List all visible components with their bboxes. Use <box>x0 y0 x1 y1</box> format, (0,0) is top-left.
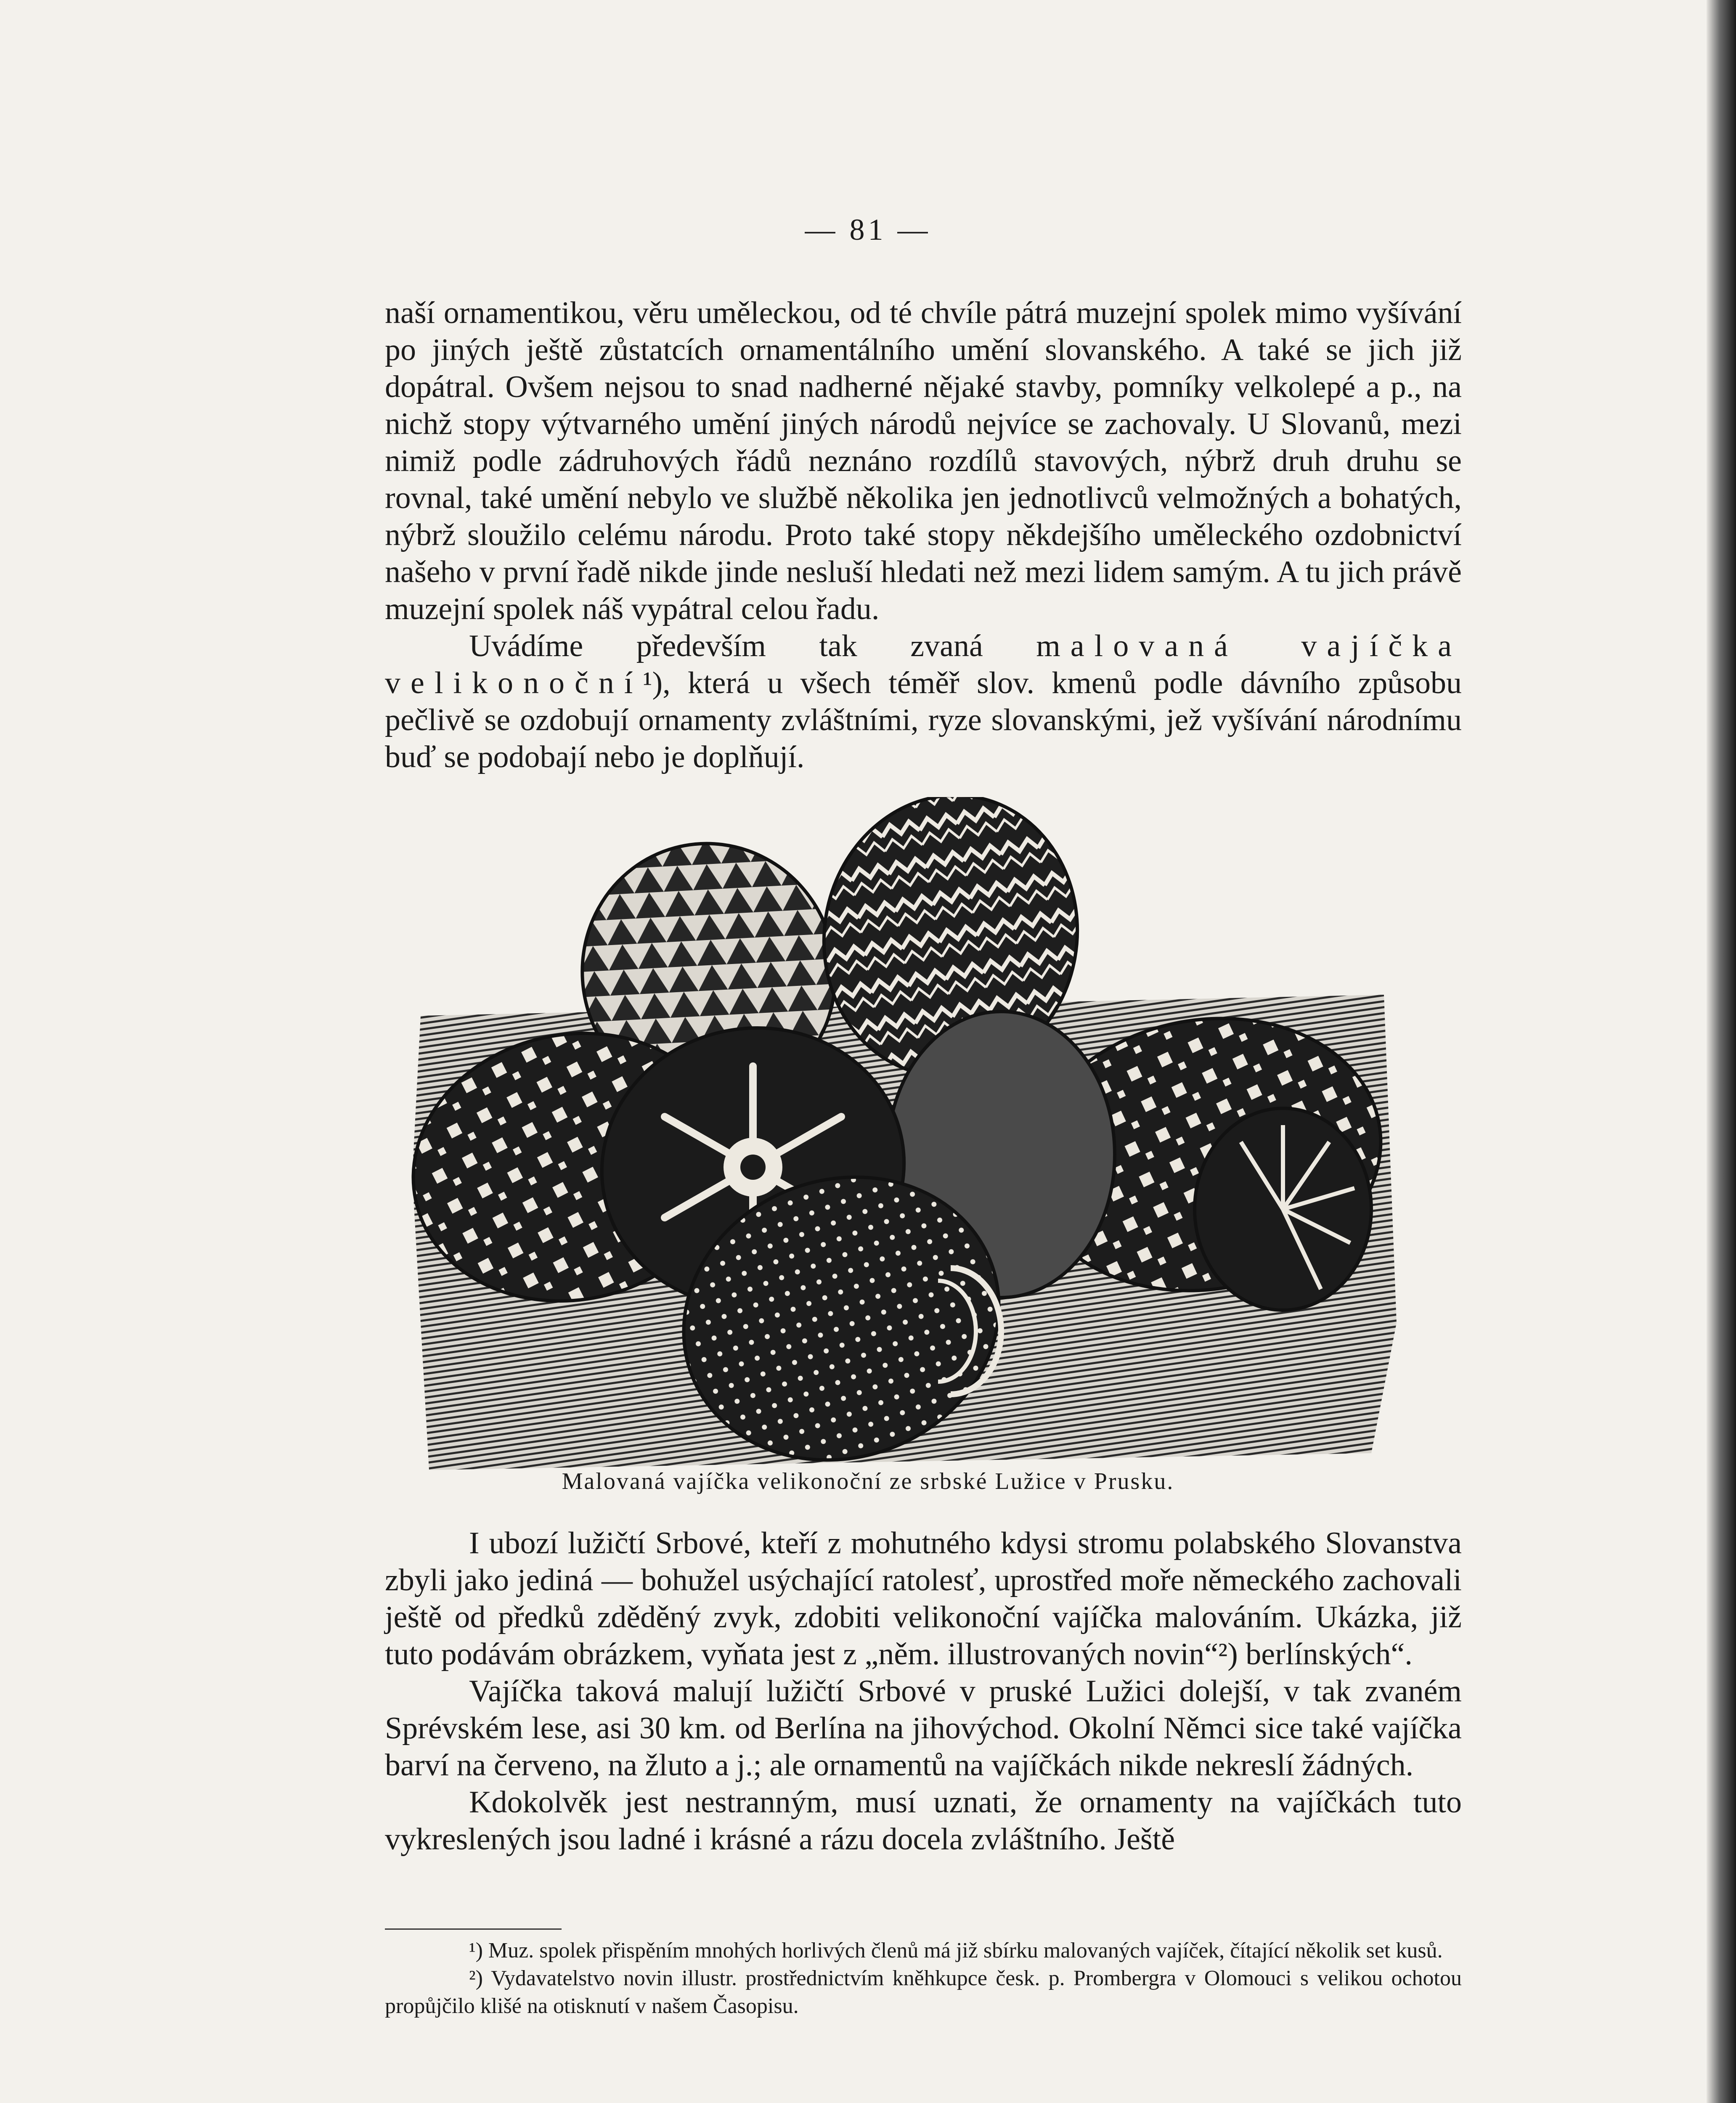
paragraph: Vajíčka taková malují lužičtí Srbové v pruské Lužici dolejší, v tak zvaném Sprévském lese, asi 30 km. od Berlína na jihovýchod. Okolní Němci sice také vajíčka barví na červeno, na žluto a j.; ale ornamentů na vajíčkách nikde nekreslí žádných. <box>385 1674 1462 1783</box>
paragraph-text: Uvádíme především tak zvaná <box>469 629 1036 663</box>
paragraph: naší ornamentikou, věru uměleckou, od té chvíle pátrá muzejní spolek mimo vyšívání po jiných ještě zůstatcích ornamentálního umění slovanského. A také se jich již dopátral. Ovšem nejsou to snad nadherné nějaké stavby, pomníky velkolepé a p., na nichž stopy výtvarného umění jiných národů nejvíce se zachovaly. U Slovanů, mezi nimiž podle zádruhových řádů neznáno rozdílů stavových, nýbrž druh druhu se rovnal, také umění nebylo ve službě několika jen jednotlivců velmožných a bohatých, nýbrž sloužilo celému národu. Proto také stopy někdejšího uměleckého ozdobnictví našeho v první řadě nikde jinde nesluší hledati než mezi lidem samým. A tu jich právě muzejní spolek náš vypátral celou řadu. <box>385 296 1462 626</box>
footnotes <box>385 1937 1462 2020</box>
body-text <box>385 1525 1462 1858</box>
scan-edge-shadow <box>1707 0 1736 2103</box>
intro-text <box>385 294 1462 776</box>
easter-eggs-illustration <box>404 797 1403 1476</box>
paragraph-text: ¹), která u všech téměř slov. kmenů podle dávního způsobu pečlivě se ozdobují ornamenty zvláštními, ryze slovanskými, jež vyšívání národnímu buď se podobají nebo je doplňují. <box>385 666 1462 774</box>
paragraph: I ubozí lužičtí Srbové, kteří z mohutného kdysi stromu polabského Slovanstva zbyli jako jediná — bohužel usýchající ratolesť, uprostřed moře německého zachovali ještě od předků zděděný zvyk, zdobiti velikonoční vajíčka malováním. Ukázka, již tuto podávám obrázkem, vyňata jest z „něm. illustrovaných novin“²) berlínských“. <box>385 1526 1462 1671</box>
paragraph <box>385 628 1462 776</box>
emphasized-term: malovaná vajíčka velikonoční <box>385 629 1462 700</box>
page-number: — 81 — <box>805 213 931 246</box>
egg-right-fan <box>1195 1108 1371 1310</box>
figure-caption: Malovaná vajíčka velikonoční ze srbské Lužice v Prusku. <box>562 1468 1174 1494</box>
footnote: ¹) Muz. spolek přispěním mnohých horlivých členů má již sbírku malovaných vajíček, čítající několik set kusů. <box>469 1939 1443 1963</box>
footnote-rule <box>385 1928 562 1930</box>
footnote: ²) Vydavatelstvo novin illustr. prostřednictvím kněhkupce česk. p. Prombergra v Olomouci s velikou ochotou propůjčilo klišé na otisknutí v našem Časopisu. <box>385 1966 1462 2018</box>
paragraph: Kdokolvěk jest nestranným, musí uznati, že ornamenty na vajíčkách tuto vykreslených jsou ladné i krásné a rázu docela zvláštního. Ještě <box>385 1785 1462 1857</box>
